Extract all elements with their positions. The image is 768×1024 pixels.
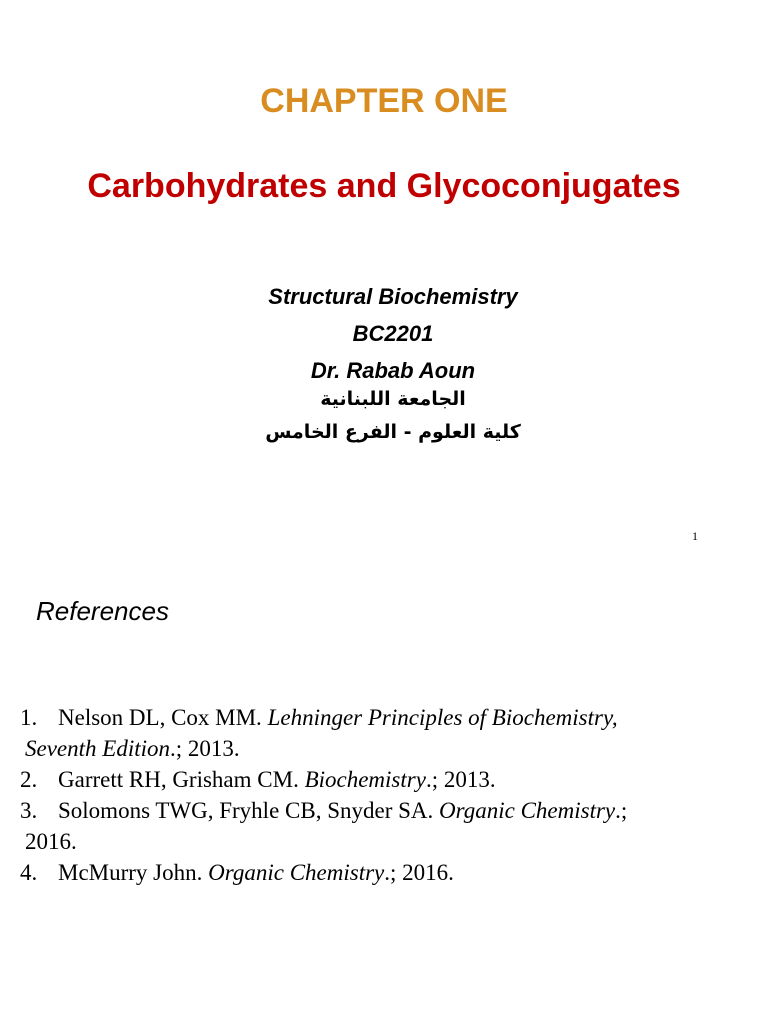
reference-tail: .; 2013. [170,736,240,761]
chapter-title: Carbohydrates and Glycoconjugates [87,167,681,205]
reference-number: 1. [20,705,38,730]
references-list [20,702,740,888]
reference-tail: .; [615,798,628,823]
faculty-name: كلية العلوم - الفرع الخامس [265,421,521,443]
reference-tail: .; 2016. [384,860,454,885]
reference-item [20,857,740,888]
reference-work: Biochemistry [304,767,426,792]
reference-number: 2. [20,767,38,792]
reference-authors: Garrett RH, Grisham CM. [58,767,305,792]
reference-work: Lehninger Principles of Biochemistry, [267,705,618,730]
page-number: 1 [692,529,698,543]
reference-number: 4. [20,860,38,885]
reference-authors: McMurry John. [58,860,209,885]
reference-work: Organic Chemistry [439,798,616,823]
reference-work-continued: Seventh Edition [25,736,170,761]
reference-number: 3. [20,798,38,823]
reference-authors: Nelson DL, Cox MM. [58,705,268,730]
reference-authors: Solomons TWG, Fryhle CB, Snyder SA. [58,798,440,823]
reference-tail: .; 2013. [425,767,496,792]
references-heading: References [36,596,169,626]
course-code: BC2201 [352,321,434,346]
reference-continuation: 2016. [25,829,77,854]
chapter-heading: CHAPTER ONE [260,82,508,120]
university-name: الجامعة اللبنانية [320,388,466,410]
reference-item [20,702,740,764]
course-name: Structural Biochemistry [268,284,518,309]
reference-continuation [20,733,740,764]
reference-work: Organic Chemistry [208,860,385,885]
instructor-name: Dr. Rabab Aoun [310,358,476,383]
reference-item [20,795,740,857]
reference-item [20,764,740,795]
